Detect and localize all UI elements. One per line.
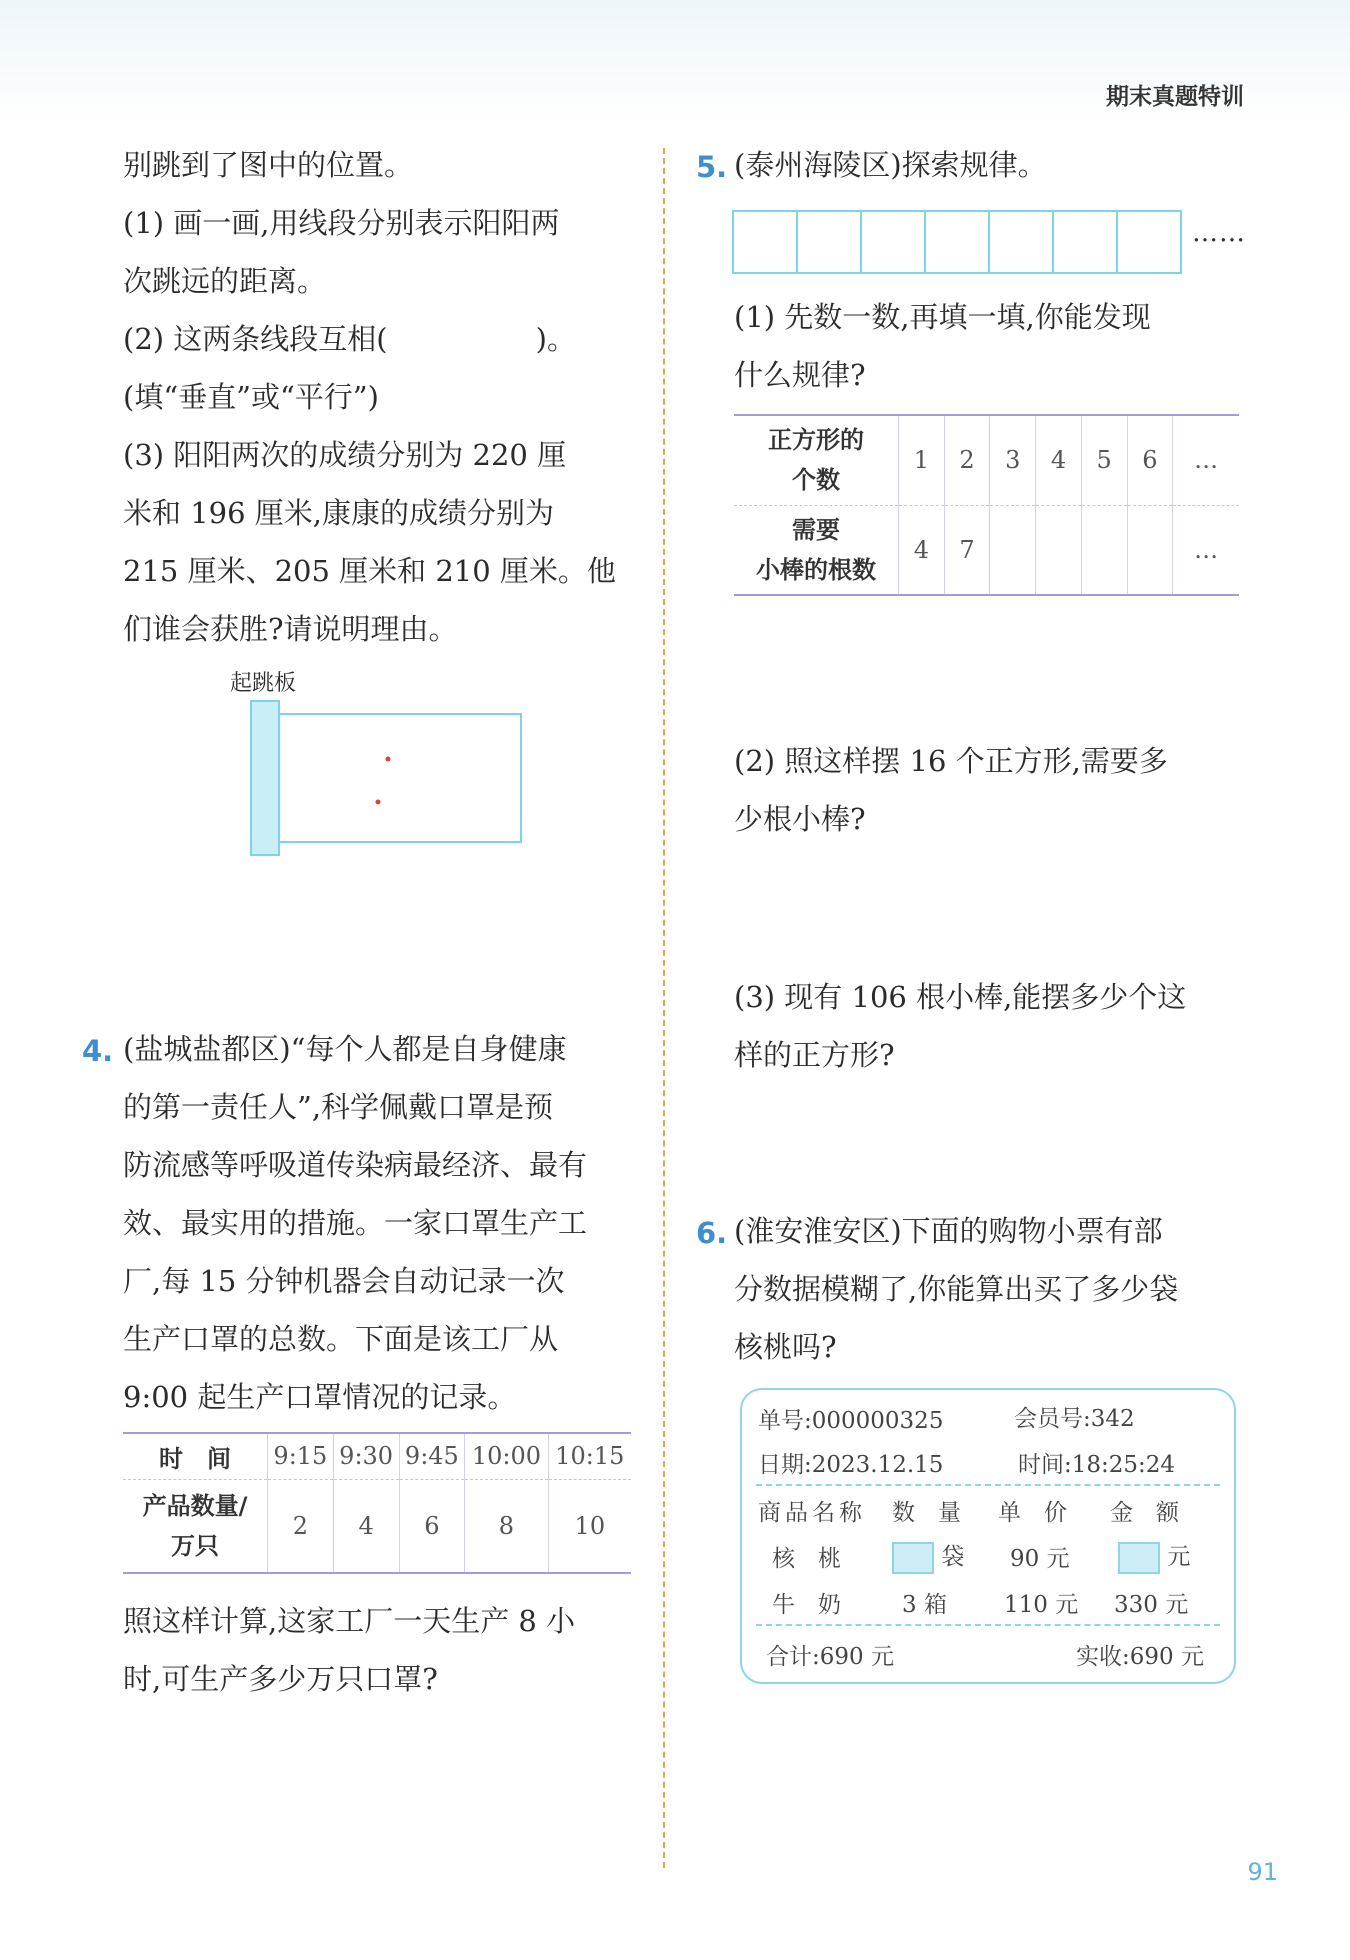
q4-ask-line: 照这样计算,这家工厂一天生产 8 小 xyxy=(123,1604,576,1638)
quantity-cell: 2 xyxy=(268,1479,334,1573)
receipt-received: 实收:690 元 xyxy=(1076,1644,1204,1670)
col-amount: 金 额 xyxy=(1110,1500,1179,1526)
item-walnut: 核 桃 xyxy=(772,1546,841,1572)
squares-cell: 2 xyxy=(944,415,990,505)
sticks-cell: 4 xyxy=(899,505,945,595)
blurred-amount[interactable] xyxy=(1118,1542,1160,1574)
question-4 xyxy=(123,1020,643,1426)
time-cell: 10:15 xyxy=(548,1433,631,1479)
landing-point-1 xyxy=(386,757,391,762)
header-sticks-line: 小棒的根数 xyxy=(756,555,876,584)
sticks-cell[interactable] xyxy=(1081,505,1127,595)
page-number: 91 xyxy=(1247,1858,1278,1886)
receipt-divider xyxy=(756,1624,1220,1626)
question-5-title xyxy=(734,136,1254,194)
q4-line: (盐城盐都区)“每个人都是自身健康 xyxy=(123,1032,567,1066)
q4-line: 生产口罩的总数。下面是该工厂从 xyxy=(123,1322,559,1356)
time-cell: 9:15 xyxy=(268,1433,334,1479)
q4-line: 的第一责任人”,科学佩戴口罩是预 xyxy=(123,1090,554,1124)
question-6 xyxy=(734,1202,1254,1376)
quantity-cell: 6 xyxy=(399,1479,465,1573)
sand-pit xyxy=(279,714,521,842)
quantity-cell: 8 xyxy=(465,1479,548,1573)
section-title: 期末真题特训 xyxy=(1106,84,1244,110)
order-number: 单号:000000325 xyxy=(758,1408,944,1434)
table-row xyxy=(123,1479,631,1573)
item-milk: 牛 奶 xyxy=(772,1592,841,1618)
header-quantity-line: 产品数量/ xyxy=(142,1491,248,1520)
header-quantity-unit: 万只 xyxy=(171,1531,219,1560)
q6-line: (淮安淮安区)下面的购物小票有部 xyxy=(734,1214,1163,1248)
milk-quantity: 3 箱 xyxy=(902,1592,947,1618)
square xyxy=(1116,210,1182,274)
question-5-part1 xyxy=(734,288,1254,404)
question-number: 5. xyxy=(696,150,728,184)
walnut-unit: 袋 xyxy=(941,1544,965,1570)
q6-line: 核桃吗? xyxy=(734,1330,837,1364)
q3-part3-line: 们谁会获胜?请说明理由。 xyxy=(123,612,458,646)
q5-title: (泰州海陵区)探索规律。 xyxy=(734,148,1047,182)
quantity-cell: 10 xyxy=(548,1479,631,1573)
sticks-cell: 7 xyxy=(944,505,990,595)
q3-part2-line xyxy=(123,310,643,368)
q3-part3-line: 215 厘米、205 厘米和 210 厘米。他 xyxy=(123,554,616,588)
milk-amount: 330 元 xyxy=(1114,1592,1189,1618)
sticks-cell[interactable] xyxy=(1127,505,1173,595)
q6-line: 分数据模糊了,你能算出买了多少袋 xyxy=(734,1272,1179,1306)
q5-part2-line: (2) 照这样摆 16 个正方形,需要多 xyxy=(734,744,1168,778)
squares-sticks-table xyxy=(734,414,1239,596)
question-4-ask xyxy=(123,1592,643,1708)
time-cell: 10:00 xyxy=(465,1433,548,1479)
squares-cell: 3 xyxy=(990,415,1036,505)
blurred-quantity[interactable] xyxy=(892,1542,934,1574)
table-row xyxy=(734,415,1239,505)
square xyxy=(796,210,862,274)
walnut-price: 90 元 xyxy=(1010,1546,1070,1572)
question-3-continued xyxy=(123,136,643,658)
member-number: 会员号:342 xyxy=(1014,1406,1135,1432)
receipt-date: 日期:2023.12.15 xyxy=(758,1452,944,1478)
squares-cell: … xyxy=(1173,415,1239,505)
header-quantity xyxy=(123,1479,268,1573)
figure-label: 起跳板 xyxy=(230,671,297,696)
square xyxy=(1052,210,1118,274)
q3-line: 别跳到了图中的位置。 xyxy=(123,148,414,182)
time-cell: 9:45 xyxy=(399,1433,465,1479)
square xyxy=(732,210,798,274)
q3-part3-line: 米和 196 厘米,康康的成绩分别为 xyxy=(123,496,555,530)
sticks-cell[interactable] xyxy=(1036,505,1082,595)
walnut-amount xyxy=(1118,1538,1190,1574)
squares-cell: 4 xyxy=(1036,415,1082,505)
shopping-receipt xyxy=(740,1388,1236,1684)
table-row xyxy=(123,1433,631,1479)
header-squares-line: 个数 xyxy=(792,466,840,495)
q5-part3-line: (3) 现有 106 根小棒,能摆多少个这 xyxy=(734,980,1187,1014)
squares-cell: 6 xyxy=(1127,415,1173,505)
mask-production-table xyxy=(123,1432,631,1574)
q5-part1-line: 什么规律? xyxy=(734,358,866,392)
time-cell: 9:30 xyxy=(333,1433,399,1479)
square xyxy=(988,210,1054,274)
receipt-divider xyxy=(756,1484,1220,1486)
q4-line: 9:00 起生产口罩情况的记录。 xyxy=(123,1380,517,1414)
q3-part1-line: 次跳远的距离。 xyxy=(123,264,327,298)
q3-part3-line: (3) 阳阳两次的成绩分别为 220 厘 xyxy=(123,438,567,472)
header-squares xyxy=(734,415,899,505)
sticks-cell: … xyxy=(1173,505,1239,595)
q4-line: 厂,每 15 分钟机器会自动记录一次 xyxy=(123,1264,565,1298)
q4-line: 效、最实用的措施。一家口罩生产工 xyxy=(123,1206,588,1240)
question-5-part2 xyxy=(734,732,1254,848)
question-5-part3 xyxy=(734,968,1254,1084)
quantity-cell: 4 xyxy=(333,1479,399,1573)
header-sticks-line: 需要 xyxy=(792,515,840,544)
squares-cell: 1 xyxy=(899,415,945,505)
header-time: 时 间 xyxy=(123,1433,268,1479)
col-price: 单 价 xyxy=(998,1500,1067,1526)
column-divider xyxy=(663,148,665,1868)
pattern-ellipsis: …… xyxy=(1192,218,1246,248)
squares-cell: 5 xyxy=(1081,415,1127,505)
landing-point-2 xyxy=(376,800,381,805)
table-row xyxy=(734,505,1239,595)
q5-part2-line: 少根小棒? xyxy=(734,802,866,836)
q3-part2-hint: (填“垂直”或“平行”) xyxy=(123,380,379,414)
takeoff-board xyxy=(251,701,279,855)
q5-part1-line: (1) 先数一数,再填一填,你能发现 xyxy=(734,300,1151,334)
col-quantity: 数 量 xyxy=(892,1500,961,1526)
question-number: 6. xyxy=(696,1216,728,1250)
q4-ask-line: 时,可生产多少万只口罩? xyxy=(123,1662,438,1696)
receipt-time: 时间:18:25:24 xyxy=(1018,1452,1176,1478)
square xyxy=(860,210,926,274)
jump-figure xyxy=(248,698,528,858)
q4-line: 防流感等呼吸道传染病最经济、最有 xyxy=(123,1148,588,1182)
header-sticks xyxy=(734,505,899,595)
sticks-cell[interactable] xyxy=(990,505,1036,595)
squares-pattern xyxy=(734,210,1182,272)
walnut-quantity xyxy=(892,1538,964,1574)
walnut-amount-unit: 元 xyxy=(1167,1544,1191,1570)
square xyxy=(924,210,990,274)
question-number: 4. xyxy=(82,1034,114,1068)
q3-part2-text: (2) 这两条线段互相( xyxy=(123,322,388,356)
q5-part3-line: 样的正方形? xyxy=(734,1038,895,1072)
milk-price: 110 元 xyxy=(1004,1592,1079,1618)
q3-part2-end: )。 xyxy=(535,322,576,356)
receipt-total: 合计:690 元 xyxy=(766,1644,894,1670)
q3-part1-line: (1) 画一画,用线段分别表示阳阳两 xyxy=(123,206,560,240)
col-product-name: 商品名称 xyxy=(758,1500,866,1526)
header-squares-line: 正方形的 xyxy=(768,426,864,455)
